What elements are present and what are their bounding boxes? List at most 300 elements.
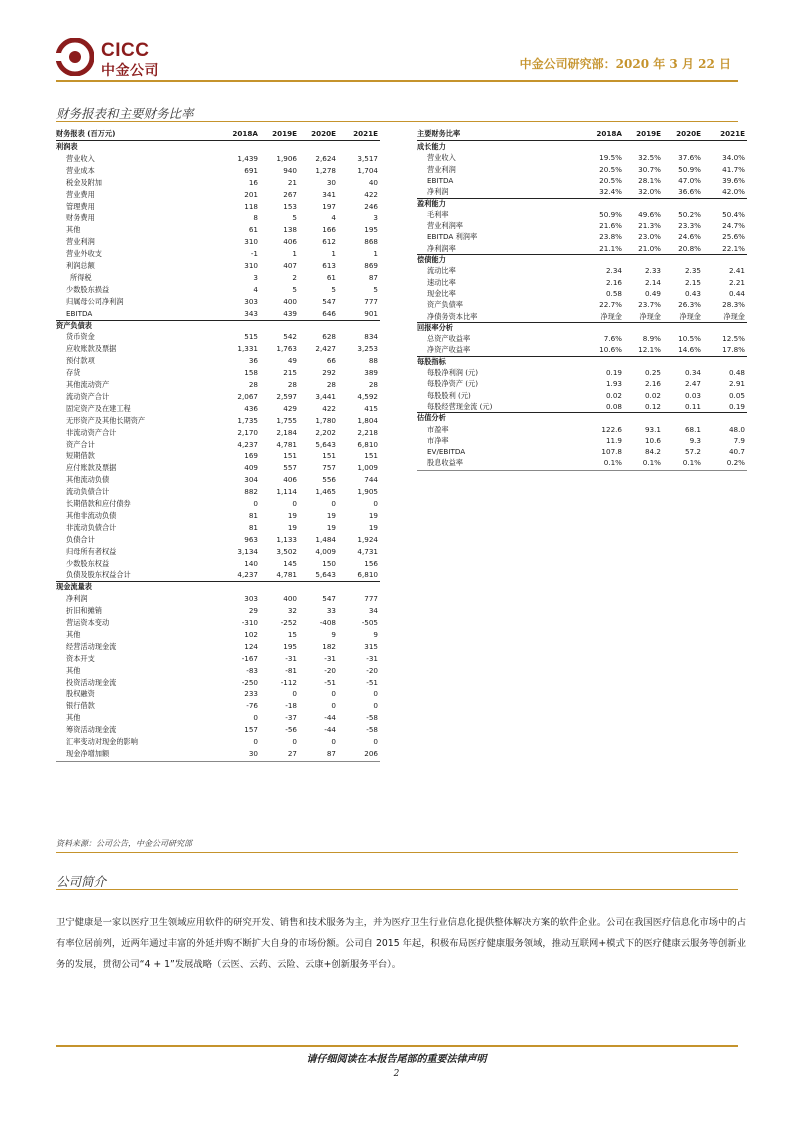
row-label: 折旧和摊销 xyxy=(66,606,102,616)
cell-value: 1,755 xyxy=(276,415,297,425)
cell-value: 7.9 xyxy=(733,435,745,445)
cell-value: -44 xyxy=(324,713,336,723)
column-header: 2019E xyxy=(272,129,297,138)
cell-value: 28 xyxy=(326,380,336,389)
row-label: 营业外收支 xyxy=(66,249,102,259)
table-row xyxy=(56,296,380,307)
cell-value: 400 xyxy=(283,594,297,604)
cell-value: 2.14 xyxy=(644,277,661,287)
cell-value: 81 xyxy=(248,510,258,520)
logo-text-cn: 中金公司 xyxy=(101,63,159,79)
cell-value: 19 xyxy=(287,510,297,520)
cell-value: 61 xyxy=(326,272,336,282)
cell-value: 3,253 xyxy=(357,344,378,354)
table-row xyxy=(56,688,380,699)
cell-value: 5 xyxy=(292,213,297,223)
cell-value: 195 xyxy=(283,641,297,651)
cell-value: 7.6% xyxy=(603,334,622,344)
cell-value: 400 xyxy=(283,296,297,306)
cell-value: 315 xyxy=(364,641,378,651)
cell-value: -310 xyxy=(241,618,258,627)
row-label: 应收账款及票据 xyxy=(66,344,117,354)
row-label: 归属母公司净利润 xyxy=(66,296,124,306)
row-label: 无形资产及其他长期资产 xyxy=(66,415,146,425)
row-label: 每股净资产 (元) xyxy=(427,379,479,389)
cell-value: 547 xyxy=(322,296,336,306)
cell-value: 151 xyxy=(364,451,378,461)
cell-value: 542 xyxy=(283,332,297,342)
cell-value: 429 xyxy=(283,403,297,413)
table-bottom-rule xyxy=(417,470,747,471)
cell-value: 28.3% xyxy=(722,300,745,310)
cell-value: 2,624 xyxy=(315,153,336,163)
table-row xyxy=(56,510,380,521)
row-label: 少数股东权益 xyxy=(66,558,110,568)
cell-value: 3 xyxy=(373,213,378,223)
table-row xyxy=(417,220,747,231)
row-label: 盈利能力 xyxy=(417,198,446,208)
cell-value: -408 xyxy=(319,618,336,627)
cell-value: 0.02 xyxy=(605,390,622,400)
cell-value: 2,170 xyxy=(237,427,258,437)
table-row xyxy=(417,457,747,468)
row-label: 现金比率 xyxy=(427,288,456,298)
cell-value: 0.43 xyxy=(684,288,701,298)
cell-value: 93.1 xyxy=(644,424,661,434)
row-label: 总资产收益率 xyxy=(427,334,471,344)
row-label: 其他 xyxy=(66,225,81,235)
cell-value: 2.15 xyxy=(684,277,701,287)
cell-value: 17.8% xyxy=(722,345,745,355)
cell-value: 9 xyxy=(331,629,336,639)
row-label: 市盈率 xyxy=(427,424,449,434)
section-header-row xyxy=(417,141,747,152)
table-row xyxy=(56,522,380,533)
page-number: 2 xyxy=(393,1069,400,1079)
table-row xyxy=(56,284,380,295)
cell-value: 2,184 xyxy=(276,427,297,437)
row-label: 利润表 xyxy=(56,142,78,151)
cell-value: 30 xyxy=(326,177,336,187)
cell-value: 36 xyxy=(248,356,258,366)
cell-value: 32.0% xyxy=(638,187,661,197)
table-row xyxy=(56,677,380,688)
table-row xyxy=(56,605,380,616)
cell-value: 882 xyxy=(244,487,258,497)
cell-value: -252 xyxy=(280,618,297,627)
cell-value: 2.16 xyxy=(644,379,661,389)
cell-value: -56 xyxy=(285,725,297,735)
row-label: 市净率 xyxy=(427,435,449,445)
row-label: 净资产收益率 xyxy=(427,345,471,355)
table-row xyxy=(56,546,380,557)
cell-value: 4 xyxy=(253,284,258,294)
cell-value: 5 xyxy=(331,284,336,294)
row-label: 估值分析 xyxy=(417,413,446,423)
cell-value: 206 xyxy=(364,748,378,758)
cell-value: 310 xyxy=(244,261,258,270)
cell-value: 777 xyxy=(364,296,378,306)
cell-value: -505 xyxy=(361,618,378,627)
row-label: 存货 xyxy=(66,368,81,378)
cell-value: 8 xyxy=(253,213,258,223)
row-label: 其他非流动负债 xyxy=(66,510,117,520)
table-row xyxy=(56,355,380,366)
cell-value: 691 xyxy=(244,165,258,175)
column-header: 2020E xyxy=(311,129,336,138)
cell-value: 303 xyxy=(244,296,258,306)
cell-value: 0 xyxy=(331,701,336,711)
cell-value: 32.4% xyxy=(599,187,622,197)
cell-value: 744 xyxy=(364,475,378,485)
row-label: 净利润 xyxy=(427,187,449,197)
cell-value: 32.5% xyxy=(638,153,661,163)
cell-value: 21.3% xyxy=(638,221,661,231)
cell-value: 87 xyxy=(368,272,378,282)
cell-value: 182 xyxy=(322,641,336,651)
cell-value: 0.19 xyxy=(728,401,745,411)
cell-value: -167 xyxy=(241,653,258,663)
table-title: 财务报表 (百万元) xyxy=(56,129,116,138)
cell-value: -112 xyxy=(280,677,297,687)
cell-value: 42.0% xyxy=(722,187,745,197)
cell-value: 30.7% xyxy=(638,164,661,174)
table-row xyxy=(56,212,380,223)
section-header-row xyxy=(56,581,380,592)
cell-value: 757 xyxy=(322,463,336,473)
footer-divider xyxy=(56,1045,738,1047)
cell-value: 50.2% xyxy=(678,209,701,219)
cell-value: 0.19 xyxy=(605,368,622,377)
table-row xyxy=(417,424,747,435)
table-row xyxy=(56,486,380,497)
cell-value: 613 xyxy=(322,261,336,270)
row-label: 管理费用 xyxy=(66,201,95,211)
column-header: 2021E xyxy=(353,129,378,138)
cell-value: 2,427 xyxy=(315,344,336,354)
cell-value: 1 xyxy=(292,249,297,259)
table-row xyxy=(56,569,380,580)
cell-value: 102 xyxy=(244,629,258,639)
cell-value: 1,439 xyxy=(237,153,258,163)
cell-value: 19.5% xyxy=(599,153,622,163)
row-label: 归母所有者权益 xyxy=(66,546,117,556)
table-row xyxy=(56,248,380,259)
cell-value: 233 xyxy=(244,689,258,699)
cell-value: 151 xyxy=(322,451,336,461)
cell-value: 436 xyxy=(244,403,258,413)
cell-value: 2.33 xyxy=(644,266,661,276)
cell-value: 1,763 xyxy=(276,344,297,354)
row-label: 财务费用 xyxy=(66,213,95,223)
cell-value: 19 xyxy=(368,522,378,532)
legal-notice: 请仔细阅读在本报告尾部的重要法律声明 xyxy=(306,1054,487,1065)
cell-value: 净现金 xyxy=(723,311,745,321)
table-row xyxy=(56,189,380,200)
cell-value: 2.41 xyxy=(728,266,745,276)
cell-value: 1,906 xyxy=(276,153,297,163)
cell-value: 1,780 xyxy=(315,415,336,425)
cell-value: 422 xyxy=(322,403,336,413)
cell-value: 197 xyxy=(322,201,336,211)
financials-section-divider xyxy=(56,121,738,122)
cell-value: 0.1% xyxy=(682,458,701,468)
table-row xyxy=(417,367,747,378)
cell-value: 2.21 xyxy=(728,277,745,287)
cell-value: 1 xyxy=(331,249,336,259)
cell-value: 50.9% xyxy=(678,164,701,174)
row-label: 投资活动现金流 xyxy=(66,677,117,687)
row-label: 股息收益率 xyxy=(427,458,463,468)
table-row xyxy=(56,272,380,283)
row-label: 现金流量表 xyxy=(56,582,92,592)
cell-value: 3,134 xyxy=(237,546,258,556)
cell-value: 246 xyxy=(364,201,378,211)
row-label: 回报率分析 xyxy=(417,322,453,332)
cell-value: 2,067 xyxy=(237,391,258,401)
cell-value: 3,502 xyxy=(276,546,297,556)
cell-value: 24.7% xyxy=(722,221,745,231)
cell-value: 87 xyxy=(326,748,336,758)
row-label: 每股净利润 (元) xyxy=(427,368,479,377)
cell-value: 122.6 xyxy=(601,424,622,434)
cell-value: 1,114 xyxy=(276,487,297,497)
cell-value: 612 xyxy=(322,237,336,247)
cell-value: 4,237 xyxy=(237,570,258,580)
cell-value: 81 xyxy=(248,522,258,532)
company-intro-text: 卫宁健康是一家以医疗卫生领域应用软件的研究开发、销售和技术服务为主，并为医疗卫生行业信息化提供整体解决方案的软件企业。公司在我国医疗信息化市场中的占有率位居前列，近两年通过丰富的外延并购不断扩大自身的市场份额。公司自 2015 年起，积极布局医疗健康服务领域，推动互联网+模式下的医疗健康云服务等创新业务的发展，贯彻公司“4 + 1”发展战略（云医、云药、云险、云康+创新服务平台）。 xyxy=(56,917,746,970)
cell-value: 84.2 xyxy=(644,447,661,457)
cell-value: 10.6 xyxy=(644,435,661,445)
row-label: 其他 xyxy=(66,713,81,723)
cell-value: 169 xyxy=(244,451,258,461)
table-row xyxy=(417,288,747,299)
cell-value: -20 xyxy=(324,665,336,675)
table-row xyxy=(417,344,747,355)
cell-value: 19 xyxy=(368,510,378,520)
cell-value: 292 xyxy=(322,368,336,378)
cell-value: 28 xyxy=(287,380,297,389)
row-label: 成长能力 xyxy=(417,142,446,151)
cell-value: 36.6% xyxy=(678,187,701,197)
cell-value: 2,218 xyxy=(357,427,378,437)
row-label: 资产合计 xyxy=(66,439,95,449)
section-header-row xyxy=(417,254,747,265)
table-row xyxy=(56,736,380,747)
table-title: 主要财务比率 xyxy=(417,129,461,138)
row-label: 经营活动现金流 xyxy=(66,641,117,651)
company-intro-divider xyxy=(56,889,738,890)
cell-value: 47.0% xyxy=(678,175,701,185)
cell-value: -250 xyxy=(241,677,258,687)
cell-value: 0.49 xyxy=(644,288,661,298)
cell-value: 4,592 xyxy=(357,391,378,401)
section-header-row xyxy=(417,322,747,333)
cell-value: 868 xyxy=(364,237,378,247)
cell-value: 68.1 xyxy=(684,424,701,434)
table-row xyxy=(56,260,380,271)
cell-value: 1,465 xyxy=(315,487,336,497)
cell-value: 1,133 xyxy=(276,534,297,544)
table-row xyxy=(56,391,380,402)
cell-value: 1,704 xyxy=(357,165,378,175)
cell-value: 0.03 xyxy=(684,390,701,400)
cell-value: 0 xyxy=(331,499,336,508)
table-row xyxy=(417,446,747,457)
row-label: 货币资金 xyxy=(66,332,95,342)
cell-value: 1,905 xyxy=(357,487,378,497)
cell-value: 409 xyxy=(244,463,258,473)
table-row xyxy=(56,700,380,711)
table-row xyxy=(56,308,380,319)
cell-value: 净现金 xyxy=(679,311,701,321)
table-row xyxy=(56,343,380,354)
cell-value: 22.7% xyxy=(599,300,622,310)
row-label: EBITDA xyxy=(427,175,454,185)
cell-value: 40 xyxy=(368,177,378,187)
table-header-row xyxy=(56,128,380,139)
row-label: 资产负债表 xyxy=(56,320,92,330)
cell-value: 0.2% xyxy=(726,458,745,468)
cell-value: 28 xyxy=(248,380,258,389)
cell-value: 0 xyxy=(292,737,297,746)
section-header-row xyxy=(56,141,380,152)
cell-value: 4,237 xyxy=(237,439,258,449)
financial-ratios-table xyxy=(417,127,747,527)
cell-value: 341 xyxy=(322,189,336,199)
table-row xyxy=(56,427,380,438)
cell-value: 201 xyxy=(244,189,258,199)
cell-value: 净现金 xyxy=(639,311,661,321)
row-label: 偿债能力 xyxy=(417,255,446,264)
cell-value: 151 xyxy=(283,451,297,461)
table-row xyxy=(56,201,380,212)
row-label: 税金及附加 xyxy=(66,177,102,187)
row-label: 应付账款及票据 xyxy=(66,463,117,473)
cell-value: 0.1% xyxy=(642,458,661,468)
cell-value: 88 xyxy=(368,356,378,366)
cell-value: 24.6% xyxy=(678,232,701,242)
row-label: 短期借款 xyxy=(66,451,95,461)
table-row xyxy=(417,164,747,175)
cell-value: 0.48 xyxy=(728,368,745,377)
cell-value: 0 xyxy=(253,713,258,723)
cell-value: 124 xyxy=(244,641,258,651)
cell-value: -31 xyxy=(366,653,378,663)
row-label: 汇率变动对现金的影响 xyxy=(66,737,138,746)
cell-value: 11.9 xyxy=(605,435,622,445)
cell-value: 21.0% xyxy=(638,243,661,253)
row-label: 营业利润率 xyxy=(427,221,463,231)
cell-value: 26.3% xyxy=(678,300,701,310)
cell-value: 107.8 xyxy=(601,447,622,457)
table-bottom-rule xyxy=(56,761,380,762)
row-label: 所得税 xyxy=(70,272,92,282)
row-label: 速动比率 xyxy=(427,277,456,287)
column-header: 2018A xyxy=(232,129,258,138)
cell-value: 12.5% xyxy=(722,334,745,344)
cell-value: 50.9% xyxy=(599,209,622,219)
table-row xyxy=(417,265,747,276)
cell-value: 145 xyxy=(283,558,297,568)
cell-value: 4,781 xyxy=(276,570,297,580)
section-header-row xyxy=(417,412,747,423)
table-row xyxy=(56,153,380,164)
row-label: 少数股东损益 xyxy=(66,284,110,294)
table-row xyxy=(417,175,747,186)
cell-value: 1,331 xyxy=(237,344,258,354)
row-label: 负债及股东权益合计 xyxy=(66,570,131,580)
table-row xyxy=(56,724,380,735)
table-row xyxy=(417,390,747,401)
cell-value: 9.3 xyxy=(689,435,701,445)
cell-value: 304 xyxy=(244,475,258,485)
cell-value: 0 xyxy=(331,689,336,699)
cell-value: 138 xyxy=(283,225,297,235)
table-row xyxy=(56,665,380,676)
row-label: 其他流动负债 xyxy=(66,475,110,485)
cell-value: 8.9% xyxy=(642,334,661,344)
cell-value: 215 xyxy=(283,368,297,378)
cell-value: -58 xyxy=(366,713,378,723)
row-label: 毛利率 xyxy=(427,209,449,219)
cell-value: -18 xyxy=(285,701,297,711)
cell-value: 0 xyxy=(292,689,297,699)
table-row xyxy=(56,439,380,450)
cell-value: 22.1% xyxy=(722,243,745,253)
cell-value: 23.3% xyxy=(678,221,701,231)
table-row xyxy=(417,401,747,412)
row-label: 利润总额 xyxy=(66,261,95,270)
cell-value: 10.6% xyxy=(599,345,622,355)
column-header: 2018A xyxy=(596,129,622,138)
cell-value: 0.12 xyxy=(644,401,661,411)
cell-value: 158 xyxy=(244,368,258,378)
table-row xyxy=(56,593,380,604)
cell-value: 1.93 xyxy=(605,379,622,389)
cell-value: 646 xyxy=(322,308,336,318)
cell-value: 4,781 xyxy=(276,439,297,449)
cell-value: 150 xyxy=(322,558,336,568)
table-row xyxy=(56,712,380,723)
cell-value: 157 xyxy=(244,725,258,735)
cell-value: 628 xyxy=(322,332,336,342)
cell-value: 19 xyxy=(287,522,297,532)
cell-value: 777 xyxy=(364,594,378,604)
column-header: 2021E xyxy=(720,129,745,138)
table-row xyxy=(417,243,747,254)
table-row xyxy=(417,299,747,310)
cell-value: 140 xyxy=(244,558,258,568)
financial-statements-table xyxy=(56,127,380,832)
table-row xyxy=(417,231,747,242)
row-label: 流动资产合计 xyxy=(66,391,110,401)
cell-value: 39.6% xyxy=(722,175,745,185)
cell-value: 0.25 xyxy=(644,368,661,377)
cell-value: 34.0% xyxy=(722,153,745,163)
cell-value: 57.2 xyxy=(684,447,701,457)
cell-value: -44 xyxy=(324,725,336,735)
cell-value: 0.44 xyxy=(728,288,745,298)
cell-value: 1,804 xyxy=(357,415,378,425)
cell-value: 21.6% xyxy=(599,221,622,231)
row-label: 净利润率 xyxy=(427,243,456,253)
row-label: 营业成本 xyxy=(66,165,95,175)
cell-value: 0 xyxy=(292,499,297,508)
table-row xyxy=(417,333,747,344)
data-source-note: 资料来源：公司公告，中金公司研究部 xyxy=(56,839,192,848)
cell-value: 547 xyxy=(322,594,336,604)
